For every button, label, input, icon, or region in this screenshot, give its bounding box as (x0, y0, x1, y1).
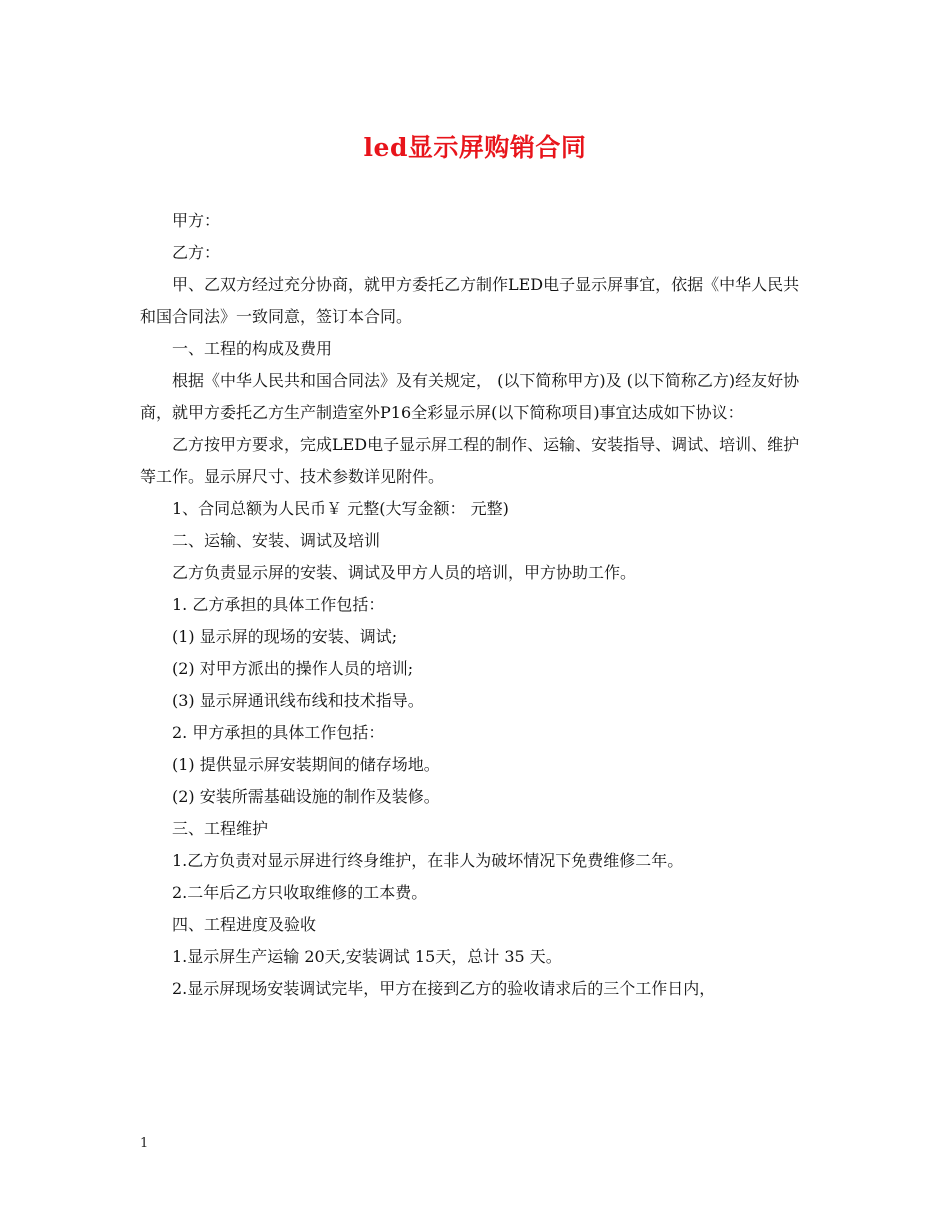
list-item: 1. 乙方承担的具体工作包括： (172, 595, 385, 614)
scope-paragraph: 乙方按甲方要求，完成LED电子显示屏工程的制作、运输、安装指导、调试、培训、维护等工作。显示屏尺寸、技术参数详见附件。 (140, 435, 800, 486)
list-item: 2. 甲方承担的具体工作包括： (172, 723, 385, 742)
party-b-line: 乙方： (172, 243, 221, 262)
list-item: (1) 提供显示屏安装期间的储存场地。 (172, 755, 440, 774)
section-heading-4: 四、工程进度及验收 (172, 915, 317, 934)
page-number: 1 (140, 1136, 149, 1151)
document-title: led显示屏购销合同 (363, 133, 587, 162)
party-a-line: 甲方： (172, 211, 221, 230)
list-item: 1.显示屏生产运输 20天,安装调试 15天，总计 35 天。 (172, 947, 562, 966)
section-heading-2: 二、运输、安装、调试及培训 (172, 531, 381, 550)
list-item: 1.乙方负责对显示屏进行终身维护，在非人为破坏情况下免费维修二年。 (172, 851, 684, 870)
installation-paragraph: 乙方负责显示屏的安装、调试及甲方人员的培训，甲方协助工作。 (172, 563, 637, 582)
agreement-paragraph: 根据《中华人民共和国合同法》及有关规定， (以下简称甲方)及 (以下简称乙方)经友好协商，就甲方委托乙方生产制造室外P16全彩显示屏(以下简称项目)事宜达成如下协议： (140, 371, 800, 422)
list-item: (2) 对甲方派出的操作人员的培训; (172, 659, 414, 678)
list-item: (2) 安装所需基础设施的制作及装修。 (172, 787, 440, 806)
section-heading-3: 三、工程维护 (172, 819, 269, 838)
list-item: (3) 显示屏通讯线布线和技术指导。 (172, 691, 424, 710)
intro-paragraph: 甲、乙双方经过充分协商，就甲方委托乙方制作LED电子显示屏事宜，依据《中华人民共和国合同法》一致同意，签订本合同。 (140, 275, 800, 326)
list-item: (1) 显示屏的现场的安装、调试; (172, 627, 398, 646)
list-item: 2.显示屏现场安装调试完毕，甲方在接到乙方的验收请求后的三个工作日内， (172, 979, 716, 998)
contract-amount-line: 1、合同总额为人民币￥ 元整(大写金额： 元整) (172, 499, 509, 518)
document-body (140, 205, 812, 1005)
section-heading-1: 一、工程的构成及费用 (172, 339, 333, 358)
list-item: 2.二年后乙方只收取维修的工本费。 (172, 883, 428, 902)
